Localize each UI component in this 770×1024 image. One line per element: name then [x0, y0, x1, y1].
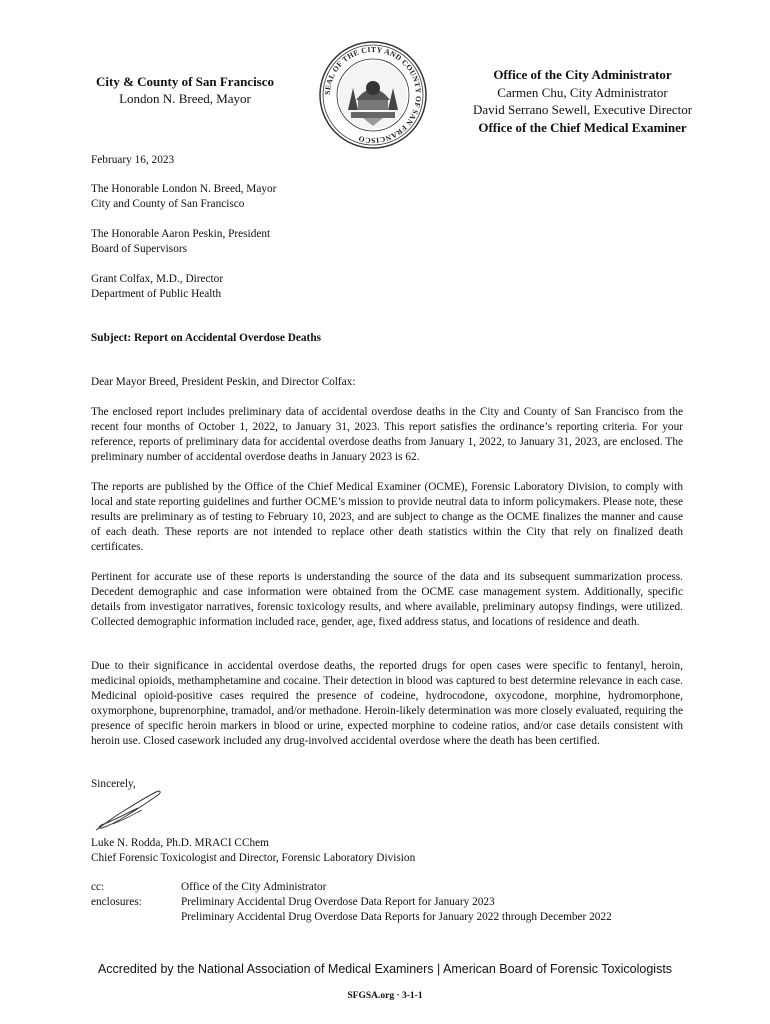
accreditation-footer: Accredited by the National Association of Medical Examiners | American Board of Forensic Toxicologists: [97, 962, 673, 976]
footer-code: SFGSA.org · 3-1-1: [347, 991, 423, 1001]
recipient-line: Department of Public Health: [91, 288, 222, 300]
recipient-block: [91, 182, 276, 212]
city-administrator: Carmen Chu, City Administrator: [497, 84, 668, 100]
recipient-line: City and County of San Francisco: [91, 198, 245, 210]
recipient-line: The Honorable Aaron Peskin, President: [91, 228, 271, 240]
city-seal-icon: [318, 40, 428, 150]
cc-label: cc:: [91, 881, 105, 893]
signature-image: [92, 786, 167, 836]
cc-row: [91, 880, 691, 895]
executive-director: David Serrano Sewell, Executive Director: [472, 102, 693, 117]
header-left: [60, 73, 310, 107]
salutation: Dear Mayor Breed, President Peskin, and Director Colfax:: [91, 376, 356, 388]
city-county-title: City & County of San Francisco: [95, 74, 275, 89]
paragraph-3: Pertinent for accurate use of these reports is understanding the source of the data and its subsequent summarization process. Decedent demographic and case information were obtained from the OCME case management system. Additionally, specific details from investigator narratives, forensic toxicology results, and where available, preliminary autopsy findings, were utilized. Collected demographic information included race, gender, age, fixed address status, and locations of residence and death.: [91, 571, 683, 628]
recipient-line: Board of Supervisors: [91, 243, 188, 255]
signer-block: [91, 836, 415, 866]
subject-line: Subject: Report on Accidental Overdose Deaths: [91, 332, 321, 344]
signer-name: Luke N. Rodda, Ph.D. MRACI CChem: [91, 837, 269, 849]
mayor-name: London N. Breed, Mayor: [119, 91, 251, 106]
recipient-line: Grant Colfax, M.D., Director: [91, 273, 224, 285]
enclosures-row: [91, 895, 691, 910]
letter-date: February 16, 2023: [91, 154, 175, 166]
recipient-block: [91, 272, 223, 302]
recipient-block: [91, 227, 270, 257]
seal-text: SEAL OF THE CITY AND COUNTY OF SAN FRANCISCO: [322, 44, 424, 146]
office-title: Office of the City Administrator: [493, 67, 672, 82]
body-paragraph: [91, 480, 683, 555]
ocme-title: Office of the Chief Medical Examiner: [478, 119, 687, 135]
closing: Sincerely,: [91, 778, 136, 790]
enclosures-row-2: [91, 910, 691, 925]
header-right: [455, 66, 710, 136]
paragraph-1: The enclosed report includes preliminary data of accidental overdose deaths in the City and County of San Francisco from the recent four months of October 1, 2022, to January 31, 2023. This report satisfies the ordinance’s reporting criteria. For your reference, reports of preliminary data for accidental overdose deaths from January 1, 2022, to January 31, 2023, are enclosed. The preliminary number of accidental overdose deaths in January 2023 is 62.: [91, 406, 683, 463]
enclosure-item: Preliminary Accidental Drug Overdose Data Report for January 2023: [181, 896, 495, 908]
paragraph-2: The reports are published by the Office of the Chief Medical Examiner (OCME), Forensic Laboratory Division, to comply with local and state reporting guidelines and further OCME’s mission to provide neutral data to inform policymakers. Please note, these results are preliminary as of testing to February 10, 2023, and are subject to change as the OCME finalizes the manner and cause of each death. These reports are not intended to replace other death statistics within the City that rely on finalized death certificates.: [91, 481, 683, 553]
cc-value: Office of the City Administrator: [181, 881, 327, 893]
recipient-line: The Honorable London N. Breed, Mayor: [91, 183, 277, 195]
body-paragraph: [91, 659, 683, 749]
body-paragraph: [91, 570, 683, 630]
enclosure-item: Preliminary Accidental Drug Overdose Data Reports for January 2022 through December 2022: [181, 911, 612, 923]
body-paragraph: [91, 405, 683, 465]
enclosures-label: enclosures:: [91, 896, 142, 908]
paragraph-4: Due to their significance in accidental overdose deaths, the reported drugs for open cases were specific to fentanyl, heroin, medicinal opioids, methamphetamine and cocaine. Their detection in blood was captured to best determine relevance in each case. Medicinal opioid-positive cases required the presence of codeine, hydrocodone, oxycodone, morphine, hydromorphone, oxymorphone, buprenorphine, tramadol, and/or methadone. Heroin-likely determination was more closely evaluated, requiring the presence of specific heroin markers in blood or urine, expected morphine to codeine ratios, and/or case details consistent with heroin use. Closed casework included any drug-involved accidental overdose where the death has been certified.: [91, 660, 683, 747]
signer-title: Chief Forensic Toxicologist and Director, Forensic Laboratory Division: [91, 852, 416, 864]
